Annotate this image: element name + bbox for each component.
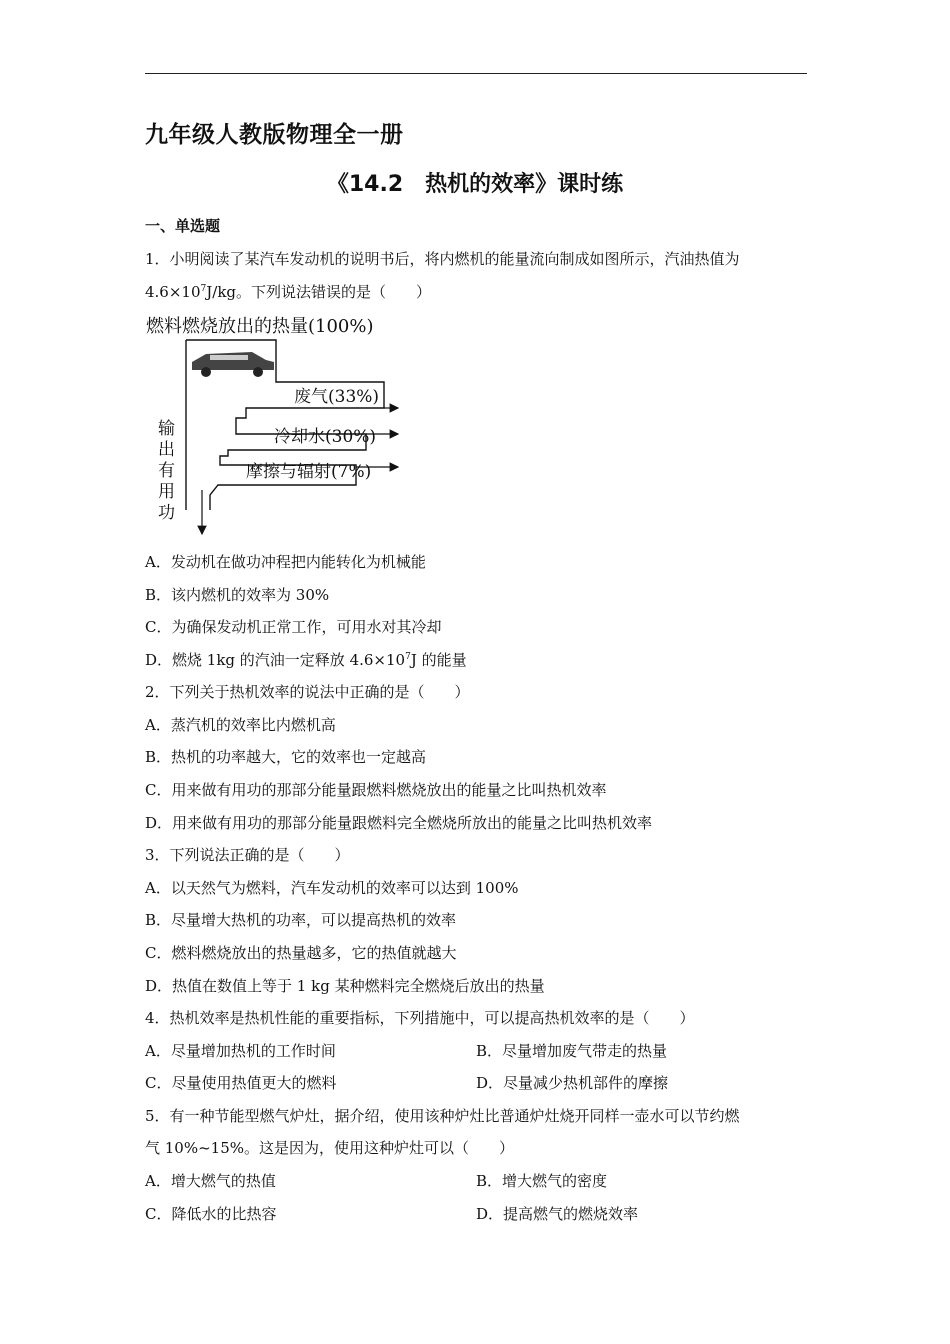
q5-stem-line2: 气 10%~15%。这是因为，使用这种炉灶可以（ ） xyxy=(145,1139,515,1157)
q4-option-b: B．尽量增加废气带走的热量 xyxy=(476,1042,668,1060)
q2-option-d: D．用来做有用功的那部分能量跟燃料完全燃烧所放出的能量之比叫热机效率 xyxy=(145,814,653,832)
label-output-char-5: 功 xyxy=(158,503,175,523)
q2-option-b: B．热机的功率越大，它的效率也一定越高 xyxy=(145,748,427,766)
label-output-char-4: 用 xyxy=(158,482,175,502)
q2-option-c: C．用来做有用功的那部分能量跟燃料燃烧放出的能量之比叫热机效率 xyxy=(145,781,607,799)
q4-stem: 4．热机效率是热机性能的重要指标，下列措施中，可以提高热机效率的是（ ） xyxy=(145,1009,695,1027)
label-output-char-2: 出 xyxy=(158,440,175,460)
q1-option-b: B．该内燃机的效率为 30% xyxy=(145,586,330,604)
energy-flow-diagram xyxy=(140,310,420,542)
q3-option-c: C．燃料燃烧放出的热量越多，它的热值就越大 xyxy=(145,944,457,962)
q5-option-b: B．增大燃气的密度 xyxy=(476,1172,608,1190)
label-output-char-1: 输 xyxy=(158,419,175,439)
q3-option-a: A．以天然气为燃料，汽车发动机的效率可以达到 100% xyxy=(145,879,519,897)
q3-option-b: B．尽量增大热机的功率，可以提高热机的效率 xyxy=(145,911,457,929)
diagram-top-label: 燃料燃烧放出的热量(100%) xyxy=(146,316,374,337)
q5-option-a: A．增大燃气的热值 xyxy=(145,1172,276,1190)
doc-subtitle: 《14.2 热机的效率》课时练 xyxy=(326,172,624,197)
q1-option-d: D．燃烧 1kg 的汽油一定释放 $4.6\times 10^7J$ 的能量 xyxy=(145,651,467,669)
q5-option-d: D．提高燃气的燃烧效率 xyxy=(476,1205,639,1223)
car-icon xyxy=(192,352,274,377)
q2-option-a: A．蒸汽机的效率比内燃机高 xyxy=(145,716,336,734)
q1-stem-line1: 1．小明阅读了某汽车发动机的说明书后，将内燃机的能量流向制成如图所示，汽油热值为 xyxy=(145,250,740,268)
q3-option-d: D．热值在数值上等于 1 kg 某种燃料完全燃烧后放出的热量 xyxy=(145,977,545,995)
q1-stem-line2: $4.6\times 10^7J/kg$。下列说法错误的是（ ） xyxy=(145,283,432,301)
q4-option-a: A．尽量增加热机的工作时间 xyxy=(145,1042,336,1060)
label-exhaust: 废气(33%) xyxy=(294,387,380,407)
label-cooling: 冷却水(30%) xyxy=(274,427,377,447)
q5-stem-line1: 5．有一种节能型燃气炉灶，据介绍，使用该种炉灶比普通炉灶烧开同样一壶水可以节约燃 xyxy=(145,1107,740,1125)
label-friction: 摩擦与辐射(7%) xyxy=(246,462,372,482)
q2-stem: 2．下列关于热机效率的说法中正确的是（ ） xyxy=(145,683,470,701)
q3-stem: 3．下列说法正确的是（ ） xyxy=(145,846,350,864)
section-heading: 一、单选题 xyxy=(145,217,221,235)
header-rule xyxy=(145,73,807,74)
q1-option-a: A．发动机在做功冲程把内能转化为机械能 xyxy=(145,553,426,571)
label-output-char-3: 有 xyxy=(158,461,175,481)
q4-option-d: D．尽量减少热机部件的摩擦 xyxy=(476,1074,669,1092)
q5-option-c: C．降低水的比热容 xyxy=(145,1205,277,1223)
q1-option-c: C．为确保发动机正常工作，可用水对其冷却 xyxy=(145,618,442,636)
doc-title: 九年级人教版物理全一册 xyxy=(145,122,404,148)
q4-option-c: C．尽量使用热值更大的燃料 xyxy=(145,1074,337,1092)
